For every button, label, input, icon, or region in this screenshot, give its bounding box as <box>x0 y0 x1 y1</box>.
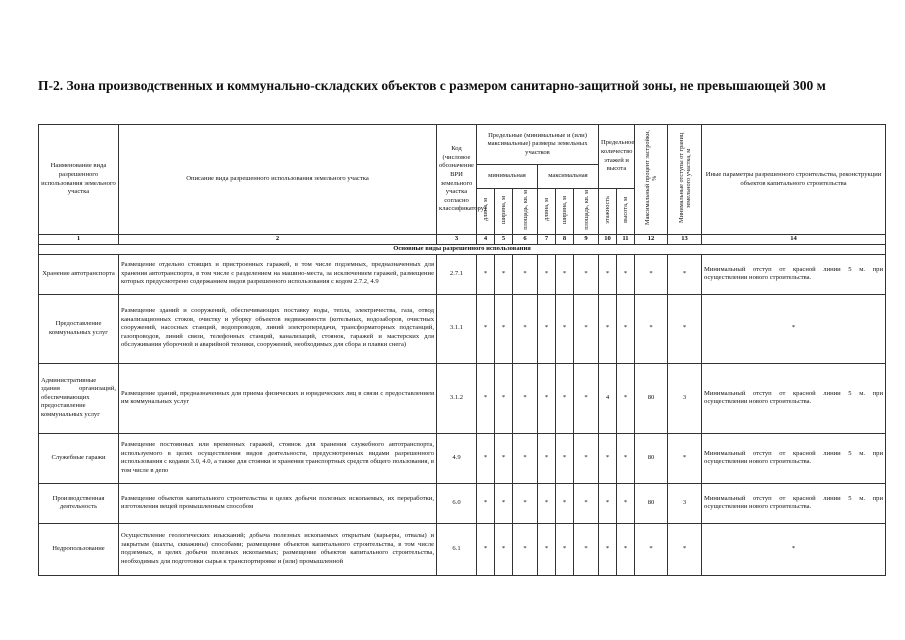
row-cell: * <box>599 254 617 294</box>
row-cell: * <box>477 433 495 483</box>
header-max-length: длина, м <box>538 189 556 235</box>
row-cell: * <box>574 433 599 483</box>
column-number: 2 <box>119 235 437 245</box>
row-cell: * <box>477 363 495 433</box>
row-cell: * <box>513 294 538 363</box>
row-cell: * <box>477 483 495 523</box>
row-cell: * <box>538 433 556 483</box>
row-cell: * <box>556 433 574 483</box>
header-min-width: ширина, м <box>495 189 513 235</box>
row-cell: * <box>513 433 538 483</box>
row-cell: * <box>495 294 513 363</box>
row-cell: * <box>495 433 513 483</box>
row-cell: * <box>477 294 495 363</box>
table-row <box>39 294 886 363</box>
row-other-params: Минимальный отступ от красной линии 5 м. при осуществлении нового строительства. <box>702 433 886 483</box>
row-cell: * <box>538 254 556 294</box>
section-row <box>39 245 886 255</box>
row-cell: * <box>495 483 513 523</box>
table-row <box>39 433 886 483</box>
row-cell: * <box>556 254 574 294</box>
row-cell: 3 <box>668 483 702 523</box>
column-number: 4 <box>477 235 495 245</box>
row-cell: * <box>495 523 513 575</box>
header-min-length: длина, м <box>477 189 495 235</box>
row-cell: * <box>538 363 556 433</box>
column-number: 14 <box>702 235 886 245</box>
table-row <box>39 363 886 433</box>
row-cell: * <box>617 294 635 363</box>
row-other-params: Минимальный отступ от красной линии 5 м. при осуществлении нового строительства. <box>702 254 886 294</box>
row-cell: * <box>574 254 599 294</box>
row-cell: * <box>477 254 495 294</box>
row-cell: * <box>668 433 702 483</box>
table-row <box>39 523 886 575</box>
row-cell: * <box>574 363 599 433</box>
row-code: 2.7.1 <box>437 254 477 294</box>
row-cell: * <box>495 254 513 294</box>
row-description: Размещение объектов капитального строительства в целях добычи полезных ископаемых, их переработки, изготовления вещей промышленным способом <box>119 483 437 523</box>
row-name: Недропользование <box>39 523 119 575</box>
row-cell: * <box>513 363 538 433</box>
header-row-1 <box>39 125 886 165</box>
row-cell: * <box>556 363 574 433</box>
row-cell: * <box>617 433 635 483</box>
row-cell: * <box>538 523 556 575</box>
table-row <box>39 483 886 523</box>
column-numbers-row <box>39 235 886 245</box>
header-max-width: ширина, м <box>556 189 574 235</box>
section-title: Основные виды разрешенного использования <box>39 245 886 255</box>
header-build-percent: Максимальный процент застройки, % <box>635 125 668 235</box>
table-row <box>39 254 886 294</box>
row-cell: 80 <box>635 363 668 433</box>
row-cell: * <box>513 254 538 294</box>
column-number: 11 <box>617 235 635 245</box>
row-description: Размещение зданий, предназначенных для приема физических и юридических лиц в связи с предоставлением им коммунальных услуг <box>119 363 437 433</box>
header-min: минимальная <box>477 165 538 189</box>
header-min-offset: Минимальные отступы от границ земельного участка, м <box>668 125 702 235</box>
row-cell: * <box>668 254 702 294</box>
column-number: 5 <box>495 235 513 245</box>
row-description: Размещение постоянных или временных гаражей, стоянок для хранения служебного автотранспорта, используемого в целях осуществления видов деятельности, предусмотренных видами разрешенного использования с кодами 3.0, 4.0, а также для стоянки и хранения транспортных средств общего пользования, в том числе в депо <box>119 433 437 483</box>
row-cell: * <box>668 523 702 575</box>
row-name: Производственная деятельность <box>39 483 119 523</box>
row-cell: * <box>617 254 635 294</box>
zoning-regulations-table <box>38 124 886 576</box>
row-cell: 80 <box>635 433 668 483</box>
row-cell: * <box>574 483 599 523</box>
row-code: 4.9 <box>437 433 477 483</box>
column-number: 12 <box>635 235 668 245</box>
row-code: 6.1 <box>437 523 477 575</box>
row-cell: * <box>538 483 556 523</box>
column-number: 6 <box>513 235 538 245</box>
row-cell: * <box>635 523 668 575</box>
row-code: 3.1.2 <box>437 363 477 433</box>
header-description: Описание вида разрешенного использования земельного участка <box>119 125 437 235</box>
row-cell: * <box>599 433 617 483</box>
row-cell: * <box>538 294 556 363</box>
row-code: 3.1.1 <box>437 294 477 363</box>
row-cell: * <box>556 483 574 523</box>
header-code: Код (числовое обозначение ВРИ земельного участка согласно классификатору) <box>437 125 477 235</box>
row-other-params: * <box>702 523 886 575</box>
row-cell: * <box>556 523 574 575</box>
row-cell: * <box>495 363 513 433</box>
row-cell: 80 <box>635 483 668 523</box>
row-cell: * <box>617 483 635 523</box>
row-cell: * <box>599 523 617 575</box>
column-number: 13 <box>668 235 702 245</box>
column-number: 9 <box>574 235 599 245</box>
row-cell: * <box>617 363 635 433</box>
row-name: Служебные гаражи <box>39 433 119 483</box>
document-title: П-2. Зона производственных и коммунально-складских объектов с размером санитарно-защитной зоны, не превышающей 300 м <box>38 78 826 93</box>
column-number: 8 <box>556 235 574 245</box>
row-other-params: * <box>702 294 886 363</box>
row-cell: 3 <box>668 363 702 433</box>
row-cell: * <box>599 294 617 363</box>
column-number: 7 <box>538 235 556 245</box>
row-cell: * <box>668 294 702 363</box>
row-code: 6.0 <box>437 483 477 523</box>
row-cell: * <box>599 483 617 523</box>
row-description: Размещение отдельно стоящих и пристроенных гаражей, в том числе подземных, предназначенных для хранения автотранспорта, в том числе с разделением на машино-места, за исключением гаражей, размещение которых предусмотрено содержанием видов разрешенного использования с кодом 2.7.2, 4.9 <box>119 254 437 294</box>
row-cell: * <box>513 483 538 523</box>
row-name: Административные здания организаций, обеспечивающих предоставление коммунальных услуг <box>39 363 119 433</box>
header-max-area: площадь, кв. м <box>574 189 599 235</box>
row-cell: * <box>574 523 599 575</box>
row-description: Осуществление геологических изысканий; добыча полезных ископаемых открытым (карьеры, отвалы) и закрытым (шахты, скважины) способами; размещение объектов капитального строительства, в том числе подземных, в целях добычи полезных ископаемых; размещение объектов капитального строительства, необходимых для подготовки сырья к транспортировке и (или) промышленной <box>119 523 437 575</box>
column-number: 10 <box>599 235 617 245</box>
header-plot-size-limits: Предельные (минимальные и (или) максимальные) размеры земельных участков <box>477 125 599 165</box>
header-other-params: Иные параметры разрешенного строительства, реконструкции объектов капитального строительства <box>702 125 886 235</box>
row-name: Предоставление коммунальных услуг <box>39 294 119 363</box>
row-cell: * <box>513 523 538 575</box>
header-max: максимальная <box>538 165 599 189</box>
row-cell: * <box>635 294 668 363</box>
row-cell: * <box>574 294 599 363</box>
row-name: Хранение автотранспорта <box>39 254 119 294</box>
header-height: высота, м <box>617 189 635 235</box>
row-cell: 4 <box>599 363 617 433</box>
row-cell: * <box>617 523 635 575</box>
header-min-area: площадь, кв. м <box>513 189 538 235</box>
row-other-params: Минимальный отступ от красной линии 5 м. при осуществлении нового строительства. <box>702 483 886 523</box>
row-cell: * <box>556 294 574 363</box>
row-other-params: Минимальный отступ от красной линии 5 м. при осуществлении нового строительства. <box>702 363 886 433</box>
column-number: 1 <box>39 235 119 245</box>
header-floors-height: Предельное количество этажей и высота <box>599 125 635 189</box>
row-description: Размещение зданий и сооружений, обеспечивающих поставку воды, тепла, электричества, газа, отвод канализационных стоков, очистку и уборку объектов недвижимости (котельных, водозаборов, очистных сооружений, насосных станций, водопроводов, линий электропередачи, трансформаторных подстанций, газопроводов, линий связи, телефонных станций, канализаций, стоянок, гаражей и мастерских для обслуживания уборочной и аварийной техники, сооружений, необходимых для сбора и плавки снега) <box>119 294 437 363</box>
header-floors: этажность <box>599 189 617 235</box>
row-cell: * <box>635 254 668 294</box>
row-cell: * <box>477 523 495 575</box>
header-name: Наименование вида разрешенного использования земельного участка <box>39 125 119 235</box>
column-number: 3 <box>437 235 477 245</box>
